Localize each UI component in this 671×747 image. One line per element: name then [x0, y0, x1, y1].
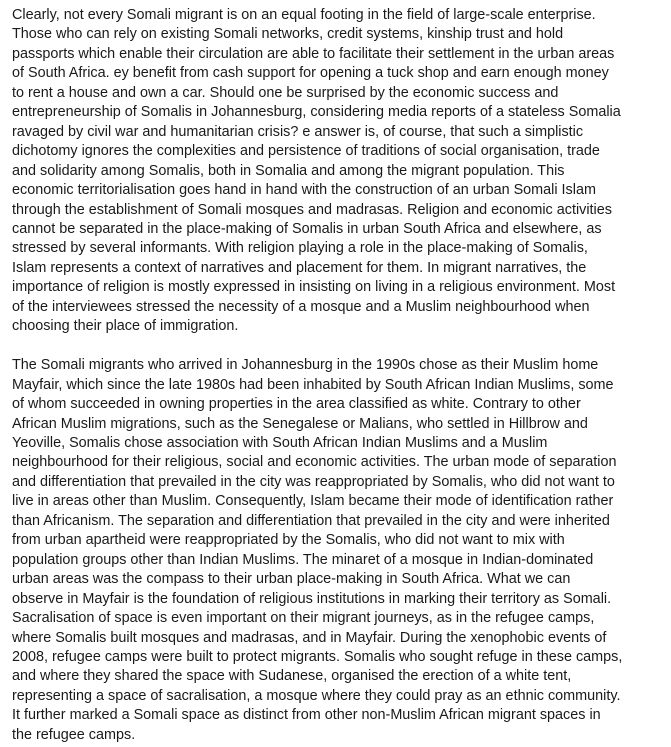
paragraph-spacer [12, 337, 661, 357]
paragraph-1: Clearly, not every Somali migrant is on an equal footing in the field of large-scale enterprise. Those who can rely on existing Somali networks, credit systems, kinship trust and hold passports which enable their circulation are able to facilitate their settlement in the urban areas of South Africa. ey benefit from cash support for opening a tuck shop and earn enough money to rent a house and own a car. Should one be surprised by the economic success and entrepreneurship of Somalis in Johannesburg, considering media reports of a stateless Somalia ravaged by civil war and humanitarian crisis? e answer is, of course, that such a simplistic dichotomy ignores the complexities and persistence of traditions of social organisation, trade and solidarity among Somalis, both in Somalia and among the migrant population. This economic territorialisation goes hand in hand with the construction of an urban Somali Islam through the establishment of Somali mosques and madrasas. Religion and economic activities cannot be separated in the place-making of Somalis in urban South Africa and elsewhere, as stressed by several informants. With religion playing a role in the place-making of Somalis, Islam represents a context of narratives and placement for them. In migrant narratives, the importance of religion is mostly expressed in insisting on living in a religious environment. Most of the interviewees stressed the necessity of a mosque and a Muslim neighbourhood when choosing their place of immigration. [12, 7, 621, 335]
paragraph-2: The Somali migrants who arrived in Johannesburg in the 1990s chose as their Muslim home Mayfair, which since the late 1980s had been inhabited by South African Indian Muslims, some of whom succeeded in owning properties in the area classified as white. Contrary to other African Muslim migrations, such as the Senegalese or Malians, who settled in Hillbrow and Yeoville, Somalis chose association with South African Indian Muslims and a Muslim neighbourhood for their religious, social and economic activities. The urban mode of separation and differentiation that prevailed in the city was reappropriated by Somalis, who did not want to live in areas other than Muslim. Consequently, Islam became their mode of identification rather than Africanism. The separation and differentiation that prevailed in the city and were inherited from urban apartheid were reappropriated by the Somalis, who did not want to mix with population groups other than Indian Muslims. The minaret of a mosque in Indian-dominated urban areas was the compass to their urban place-making in South Africa. What we can observe in Mayfair is the foundation of religious institutions in marking their territory as Somali. Sacralisation of space is even important on their migrant journeys, as in the refugee camps, where Somalis built mosques and madrasas, and in Mayfair. During the xenophobic events of 2008, refugee camps were built to protect migrants. Somalis who sought refuge in these camps, and where they shared the space with Sudanese, organised the erection of a white tent, representing a space of sacralisation, a mosque where they could pray as an ethnic community. It further marked a Somali space as distinct from other non-Muslim African migrant spaces in the refugee camps. [12, 357, 623, 743]
